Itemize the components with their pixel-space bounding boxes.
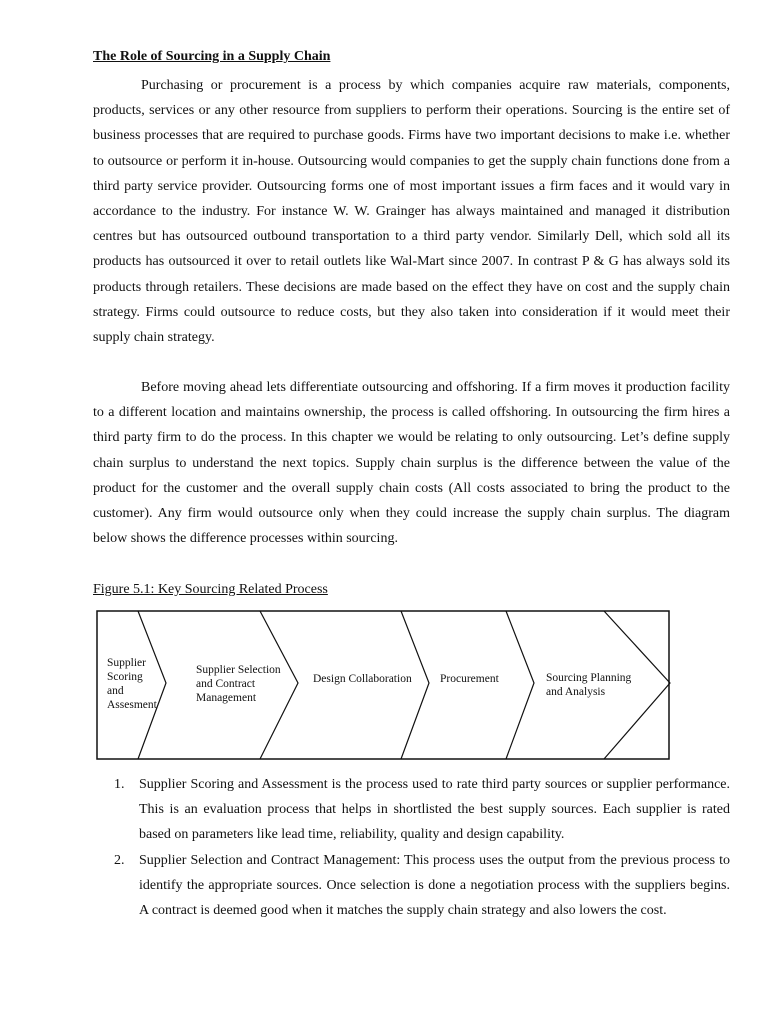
list-item xyxy=(93,848,730,924)
diagram-step-3-label: Design Collaboration xyxy=(313,673,412,685)
diagram-step-2-label: Supplier Selection and Contract Management xyxy=(196,664,281,704)
page-title: The Role of Sourcing in a Supply Chain xyxy=(93,49,331,64)
paragraph-2 xyxy=(93,375,730,551)
list-item-number: 2. xyxy=(114,852,125,868)
paragraph-2-text: Before moving ahead lets differentiate outsourcing and offshoring. If a firm moves it production facility to a different location and maintains ownership, the process is called offshoring. In outsourcing the firm hires a third party firm to do the process. In this chapter we would be relating to only outsourcing. Let’s define supply chain surplus to understand the next topics. Supply chain surplus is the difference between the value of the product for the customer and the overall supply chain costs (All costs associated to bring the product to the customer). Any firm would outsource only when they could increase the supply chain surplus. The diagram below shows the difference processes within sourcing. xyxy=(93,380,730,547)
diagram-step-4-label: Procurement xyxy=(440,673,499,685)
diagram-step-1-label: Supplier Scoring and Assesment xyxy=(107,657,157,711)
list-item-text: Supplier Selection and Contract Management: This process uses the output from the previous process to identify the appropriate sources. Once selection is done a negotiation process with the suppliers begins. A contract is deemed good when it matches the supply chain strategy and also lowers the cost. xyxy=(139,852,730,919)
list-item-text: Supplier Scoring and Assessment is the process used to rate third party sources or supplier performance. This is an evaluation process that helps in shortlisted the best supply sources. Each supplier is rated based on parameters like lead time, reliability, quality and design capability. xyxy=(139,777,730,843)
sourcing-process-diagram xyxy=(96,610,676,762)
diagram-frame xyxy=(97,611,669,759)
figure-caption: Figure 5.1: Key Sourcing Related Process xyxy=(93,582,328,597)
diagram-step-5-label: Sourcing Planning and Analysis xyxy=(546,672,632,698)
paragraph-1 xyxy=(93,73,730,350)
paragraph-1-text: Purchasing or procurement is a process by which companies acquire raw materials, components, products, services or any other resource from suppliers to perform their operations. Sourcing is the entire set of business processes that are required to purchase goods. Firms have two important decisions to make i.e. whether to outsource or perform it in-house. Outsourcing would companies to get the supply chain functions done from a third party service provider. Outsourcing forms one of most important issues a firm faces and it would vary in accordance to the industry. For instance W. W. Grainger has always maintained and managed it distribution centres but has outsourced outbound transportation to a third party vendor. Similarly Dell, which sold all its products has outsourced it over to retail outlets like Wal-Mart since 2007. In contrast P & G has always sold its products through retailers. These decisions are made based on the effect they have on cost and the supply chain strategy. Firms could outsource to reduce costs, but they also taken into consideration if it would meet their supply chain strategy. xyxy=(93,78,730,346)
numbered-list xyxy=(93,772,730,923)
list-item xyxy=(93,772,730,848)
list-item-number: 1. xyxy=(114,777,125,792)
process-diagram-svg xyxy=(96,610,676,762)
